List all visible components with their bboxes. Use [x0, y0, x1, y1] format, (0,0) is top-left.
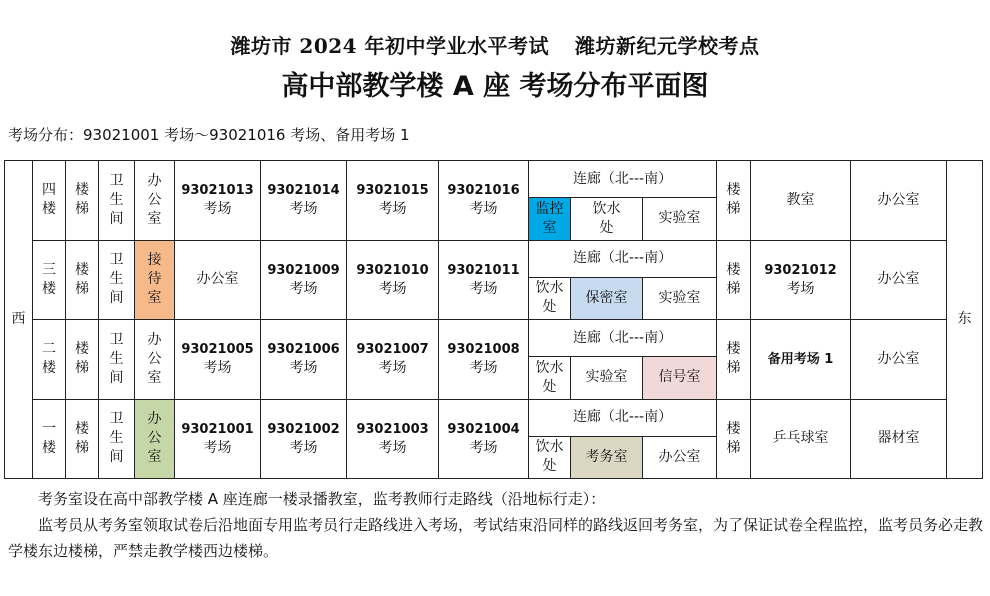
- lab-room-4: 实验室: [643, 198, 717, 241]
- water-room-2: 饮水处: [529, 357, 571, 400]
- exam-site: 潍坊新纪元学校考点: [575, 34, 760, 58]
- exam-room: 93021009 考场: [261, 240, 347, 320]
- page-title: 高中部教学楼 A 座 考场分布平面图: [281, 71, 709, 102]
- note-route: 考务室设在高中部教学楼 A 座连廊一楼录播教室，监考教师行走路线（沿地标行走）：: [38, 490, 606, 508]
- left-office-2: 办公室: [135, 320, 175, 400]
- floor-label-4: 四楼: [33, 161, 66, 241]
- floor-plan-table: [4, 160, 983, 479]
- east-stairs-2: 楼梯: [717, 320, 751, 400]
- office-1-corridor: 办公室: [643, 436, 717, 479]
- exam-room: 93021010 考场: [347, 240, 439, 320]
- exam-room: 93021003 考场: [347, 399, 439, 479]
- exam-distribution: 考场分布：93021001 考场～93021016 考场、备用考场 1: [8, 126, 410, 144]
- right-office-3: 办公室: [851, 240, 947, 320]
- exam-room: 93021016 考场: [439, 161, 529, 241]
- secrecy-room: 保密室: [571, 277, 643, 320]
- equipment-room: 器材室: [851, 399, 947, 479]
- right-office-4: 办公室: [851, 161, 947, 241]
- left-office-4: 办公室: [135, 161, 175, 241]
- water-room-1: 饮水处: [529, 436, 571, 479]
- west-stairs-1: 楼梯: [66, 399, 99, 479]
- east-stairs-3: 楼梯: [717, 240, 751, 320]
- lab-room-3: 实验室: [643, 277, 717, 320]
- floor-label-2: 二楼: [33, 320, 66, 400]
- west-stairs-3: 楼梯: [66, 240, 99, 320]
- corridor-label-3: 连廊（北---南）: [529, 240, 717, 277]
- wc-4: 卫生间: [99, 161, 135, 241]
- right-room-4: 教室: [751, 161, 851, 241]
- water-room-3: 饮水处: [529, 277, 571, 320]
- office-3: 办公室: [175, 240, 261, 320]
- exam-room: 93021006 考场: [261, 320, 347, 400]
- exam-header: [0, 30, 990, 59]
- lab-room-2: 实验室: [571, 357, 643, 400]
- wc-2: 卫生间: [99, 320, 135, 400]
- floor-label-3: 三楼: [33, 240, 66, 320]
- right-office-2: 办公室: [851, 320, 947, 400]
- east-stairs-1: 楼梯: [717, 399, 751, 479]
- exam-room: 93021011 考场: [439, 240, 529, 320]
- corridor-label-2: 连廊（北---南）: [529, 320, 717, 357]
- west-stairs-2: 楼梯: [66, 320, 99, 400]
- floor-label-1: 一楼: [33, 399, 66, 479]
- corridor-label-4: 连廊（北---南）: [529, 161, 717, 198]
- east-stairs-4: 楼梯: [717, 161, 751, 241]
- monitor-room: 监控室: [529, 198, 571, 241]
- left-office-1: 办公室: [135, 399, 175, 479]
- exam-room: 93021005 考场: [175, 320, 261, 400]
- wc-3: 卫生间: [99, 240, 135, 320]
- wc-1: 卫生间: [99, 399, 135, 479]
- reception-room: 接待室: [135, 240, 175, 320]
- signal-room: 信号室: [643, 357, 717, 400]
- exam-room: 93021015 考场: [347, 161, 439, 241]
- east-label: 东: [947, 161, 983, 479]
- backup-exam-room: 备用考场 1: [751, 320, 851, 400]
- exam-room: 93021014 考场: [261, 161, 347, 241]
- corridor-label-1: 连廊（北---南）: [529, 399, 717, 436]
- exam-room: 93021013 考场: [175, 161, 261, 241]
- exam-room: 93021001 考场: [175, 399, 261, 479]
- table-tennis-room: 乒乓球室: [751, 399, 851, 479]
- water-room-4: 饮水处: [571, 198, 643, 241]
- west-label: 西: [5, 161, 33, 479]
- exam-room: 93021004 考场: [439, 399, 529, 479]
- exam-room: 93021008 考场: [439, 320, 529, 400]
- exam-room: 93021012 考场: [751, 240, 851, 320]
- exam-room: 93021007 考场: [347, 320, 439, 400]
- note-instructions: 监考员从考务室领取试卷后沿地面专用监考员行走路线进入考场，考试结束沿同样的路线返回考务室，为了保证试卷全程监控，监考员务必走教学楼东边楼梯，严禁走教学楼西边楼梯。: [8, 516, 984, 560]
- west-stairs-4: 楼梯: [66, 161, 99, 241]
- exam-affairs-room: 考务室: [571, 436, 643, 479]
- exam-room: 93021002 考场: [261, 399, 347, 479]
- exam-name: 潍坊市 2024 年初中学业水平考试: [230, 34, 550, 58]
